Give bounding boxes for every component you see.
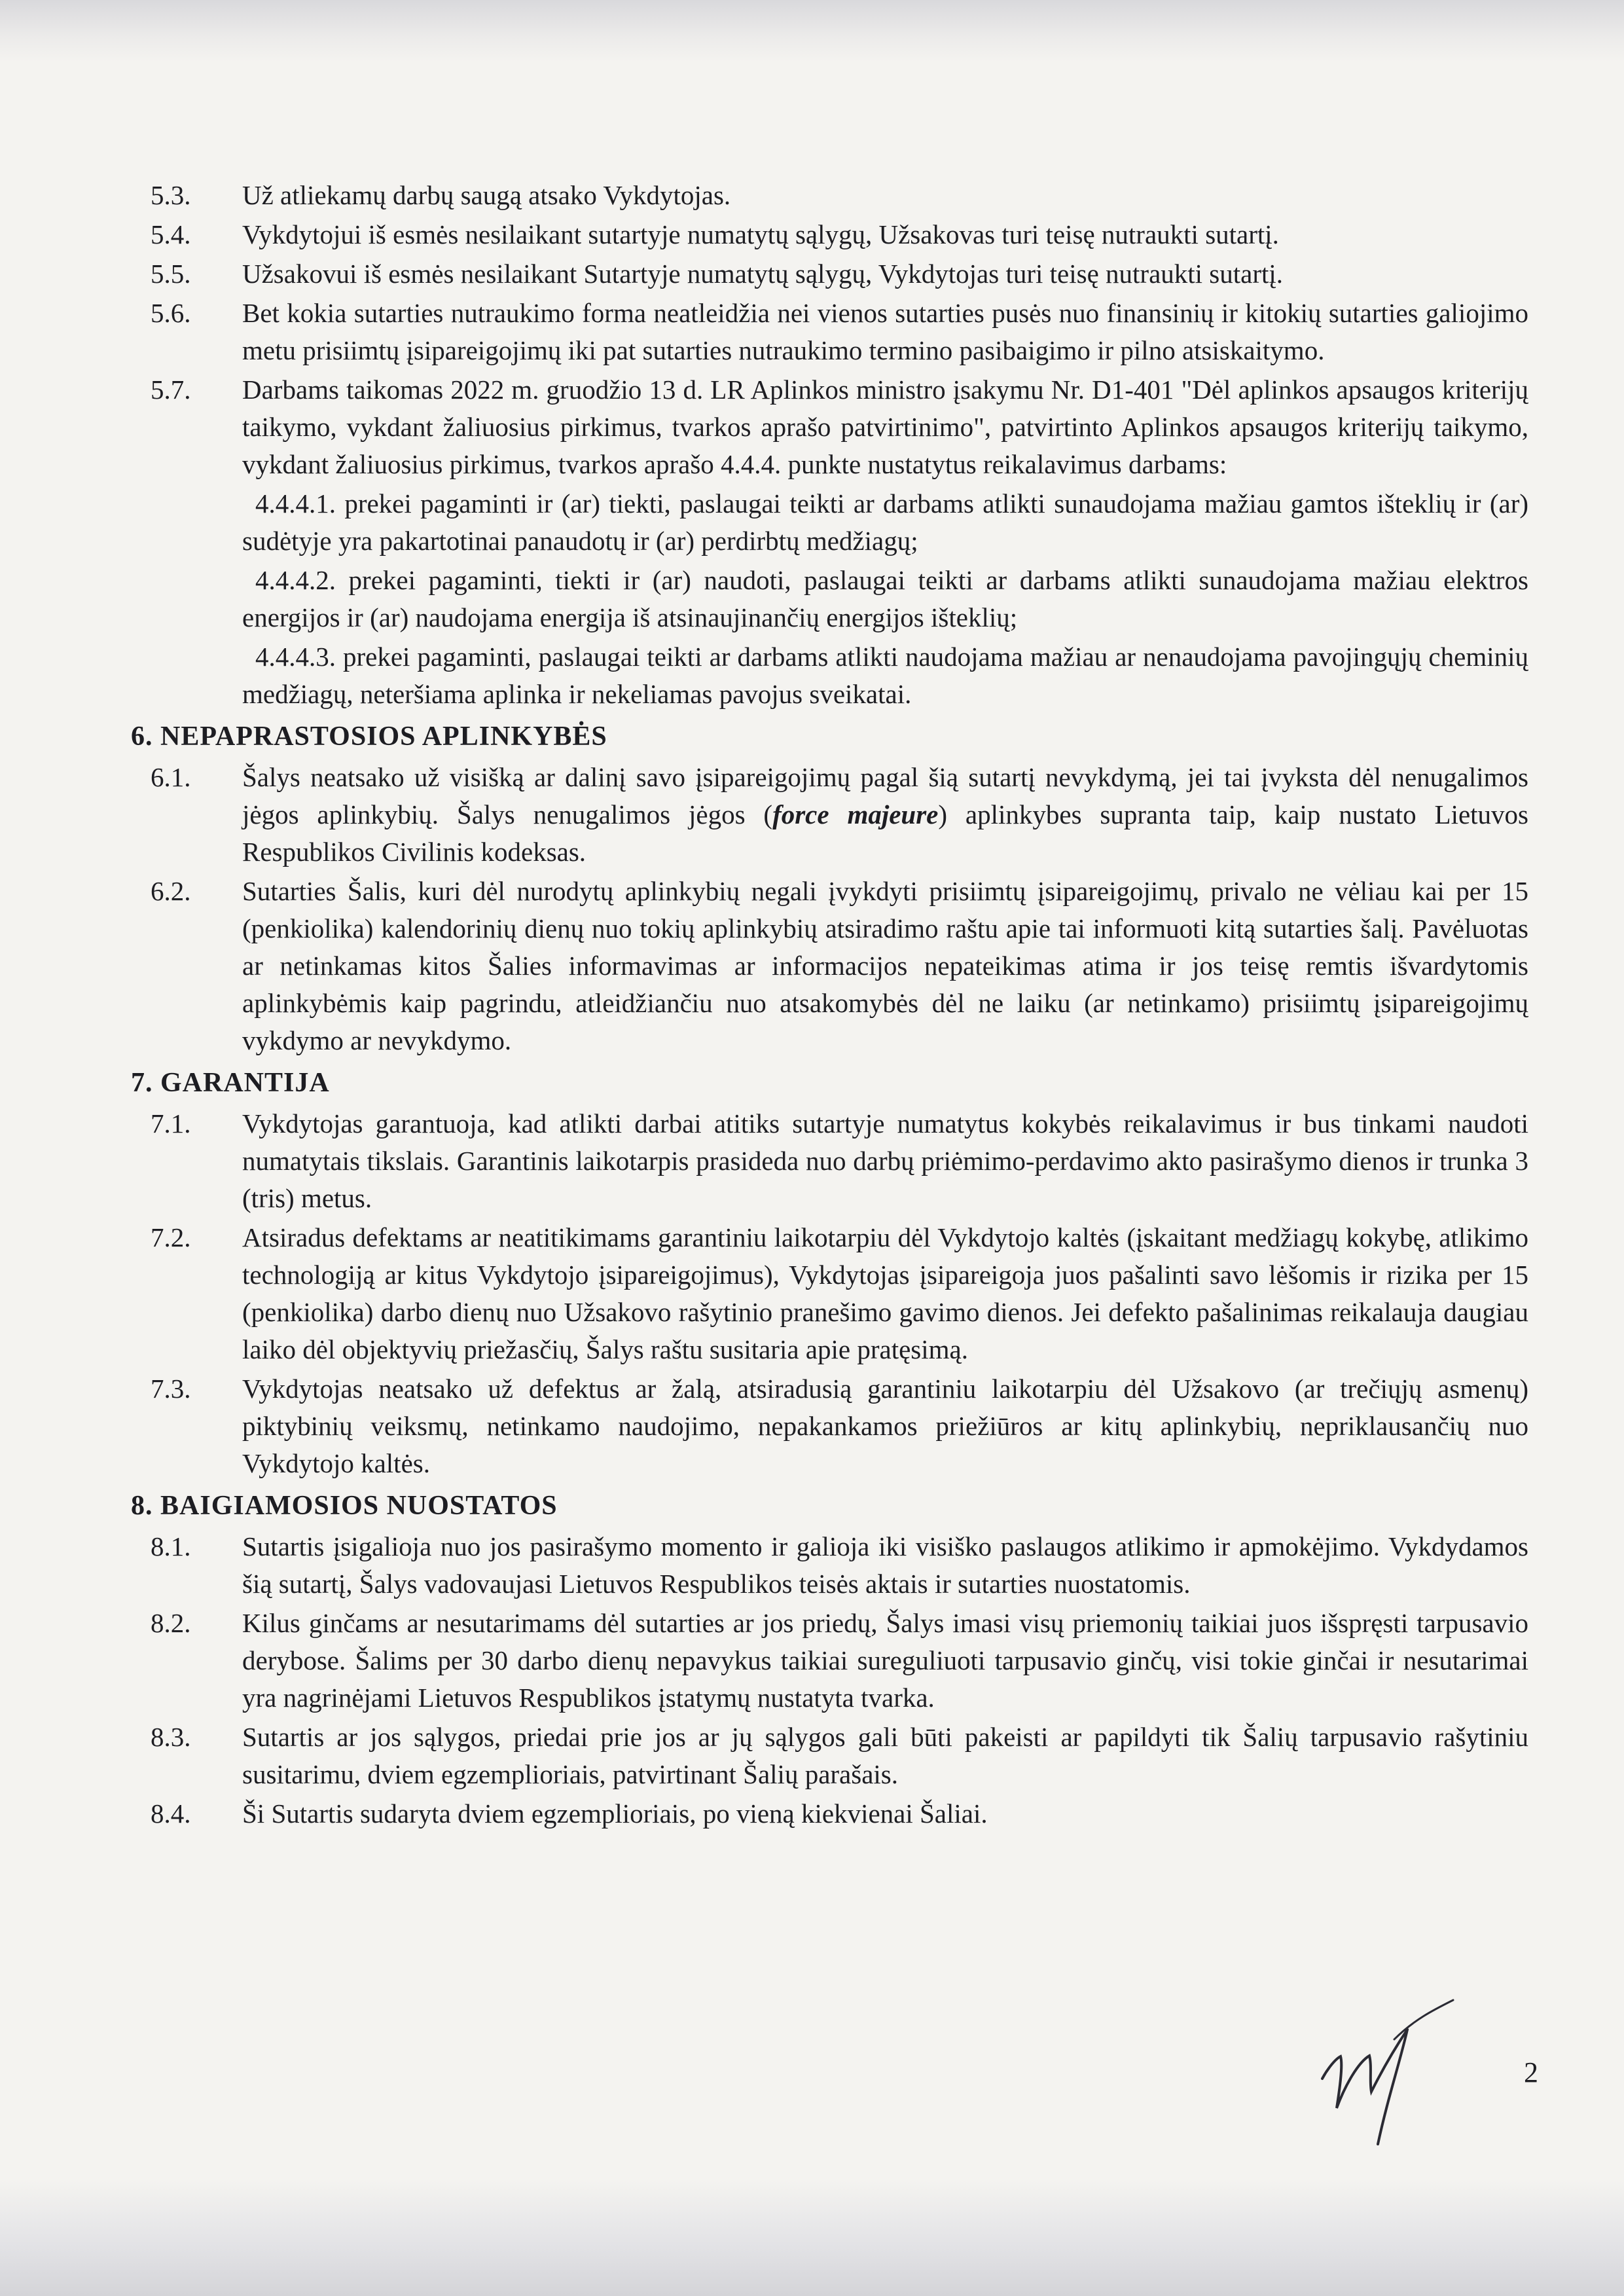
subclause-4-4-4-3 [111,638,1528,713]
clause-8-4 [111,1795,1528,1832]
clause-text: Ši Sutartis sudaryta dviem egzemplioriais, po vieną kiekvienai Šaliai. [242,1798,988,1829]
clause-6-2 [111,873,1528,1059]
clause-8-3 [111,1719,1528,1793]
clause-8-2 [111,1605,1528,1717]
clause-5-5 [111,255,1528,293]
clause-number: 6.2. [151,876,191,906]
contract-page [111,177,1528,1834]
page-number: 2 [1524,2056,1538,2088]
section-8-heading: 8. BAIGIAMOSIOS NUOSTATOS [131,1491,558,1521]
clause-number: 7.3. [151,1374,191,1404]
clause-text: Vykdytojas garantuoja, kad atlikti darbai atitiks sutartyje numatytus kokybės reikalavimus ir bus tinkami naudoti numatytais tikslais. Garantinis laikotarpis prasideda nuo darbų priėmimo-perdavimo akto pasirašymo dienos ir trunka 3 (tris) metus. [242,1108,1528,1213]
clause-text: Sutartis įsigalioja nuo jos pasirašymo momento ir galioja iki visiško paslaugos atlikimo ir apmokėjimo. Vykdydamos šią sutartį, Šalys vadovaujasi Lietuvos Respublikos teisės aktais ir sutarties nuostatomis. [242,1531,1528,1599]
force-majeure-term: force majeure [772,799,939,829]
clause-number: 5.7. [151,374,191,405]
subclause-text: 4.4.4.1. prekei pagaminti ir (ar) tiekti, paslaugai teikti ar darbams atlikti sunaudojama mažiau gamtos išteklių ir (ar) sudėtyje yra pakartotinai panaudotų ir (ar) perdirbtų medžiagų; [242,488,1528,556]
subclause-4-4-4-1 [111,485,1528,560]
clause-text: Kilus ginčams ar nesutarimams dėl sutarties ar jos priedų, Šalys imasi visų priemonių taikiai juos išspręsti tarpusavio derybose. Šalims per 30 darbo dienų nepavykus taikiai sureguliuoti tarpusavio ginčų, visi tokie ginčai ir nesutarimai yra nagrinėjami Lietuvos Respublikos įstatymų nustatyta tvarka. [242,1608,1528,1713]
clause-number: 8.3. [151,1722,191,1752]
subclause-text: 4.4.4.2. prekei pagaminti, tiekti ir (ar) naudoti, paslaugai teikti ar darbams atlikti sunaudojama mažiau elektros energijos ir (ar) naudojama energija iš atsinaujinančių energijos išteklių; [242,565,1528,632]
scan-edge-bottom [0,2180,1624,2296]
clause-number: 6.1. [151,762,191,792]
clause-5-3 [111,177,1528,214]
clause-6-1 [111,759,1528,871]
handwritten-signature [1309,1994,1460,2157]
clause-8-1 [111,1528,1528,1603]
clause-5-7 [111,371,1528,483]
section-6-heading: 6. NEPAPRASTOSIOS APLINKYBĖS [131,721,607,752]
scan-edge-top [0,0,1624,62]
clause-number: 5.6. [151,298,191,328]
clause-text: Vykdytojui iš esmės nesilaikant sutartyje numatytų sąlygų, Užsakovas turi teisę nutraukti sutartį. [242,219,1279,249]
clause-number: 5.5. [151,259,191,289]
clause-number: 7.1. [151,1108,191,1139]
clause-text: Bet kokia sutarties nutraukimo forma neatleidžia nei vienos sutarties pusės nuo finansinių ir kitokių sutarties galiojimo metu prisiimtų įsipareigojimų iki pat sutarties nutraukimo termino pasibaigimo ir pilno atsiskaitymo. [242,298,1528,365]
clause-7-3 [111,1370,1528,1482]
clause-number: 8.1. [151,1531,191,1561]
clause-5-6 [111,295,1528,369]
clause-7-2 [111,1219,1528,1368]
clause-5-4 [111,216,1528,253]
clause-number: 7.2. [151,1222,191,1252]
section-7-heading: 7. GARANTIJA [131,1068,330,1098]
clause-text: Darbams taikomas 2022 m. gruodžio 13 d. LR Aplinkos ministro įsakymu Nr. D1-401 "Dėl aplinkos apsaugos kriterijų taikymo, vykdant žaliuosius pirkimus, tvarkos aprašo patvirtinimo", patvirtinto Aplinkos apsaugos kriterijų taikymo, vykdant žaliuosius pirkimus, tvarkos aprašo 4.4.4. punkte nustatytus reikalavimus darbams: [242,374,1528,479]
clause-text: Sutartis ar jos sąlygos, priedai prie jos ar jų sąlygos gali būti pakeisti ar papildyti tik Šalių tarpusavio rašytiniu susitarimu, dviem egzemplioriais, patvirtinant Šalių parašais. [242,1722,1528,1789]
clause-number: 5.3. [151,180,191,210]
clause-text: Už atliekamų darbų saugą atsako Vykdytojas. [242,180,731,210]
subclause-text: 4.4.4.3. prekei pagaminti, paslaugai teikti ar darbams atlikti naudojama mažiau ar nenaudojama pavojingųjų cheminių medžiagų, neteršiama aplinka ir nekeliamas pavojus sveikatai. [242,642,1528,709]
clause-number: 8.4. [151,1798,191,1829]
clause-text: Užsakovui iš esmės nesilaikant Sutartyje numatytų sąlygų, Vykdytojas turi teisę nutraukti sutartį. [242,259,1284,289]
subclause-4-4-4-2 [111,562,1528,636]
clause-7-1 [111,1105,1528,1217]
clause-text: Atsiradus defektams ar neatitikimams garantiniu laikotarpiu dėl Vykdytojo kaltės (įskaitant medžiagų kokybę, atlikimo technologiją ar kitus Vykdytojo įsipareigojimus), Vykdytojas įsipareigoja juos pašalinti savo lėšomis ir rizika per 15 (penkiolika) darbo dienų nuo Užsakovo rašytinio pranešimo gavimo dienos. Jei defekto pašalinimas reikalauja daugiau laiko dėl objektyvių priežasčių, Šalys raštu susitaria apie pratęsimą. [242,1222,1528,1364]
clause-text-part: ) aplinkybes supranta taip, kaip nustato Lietuvos Respublikos Civilinis kodeksas. [242,799,1529,867]
clause-text: Vykdytojas neatsako už defektus ar žalą, atsiradusią garantiniu laikotarpiu dėl Užsakovo (ar trečiųjų asmenų) piktybinių veiksmų, netinkamo naudojimo, nepakankamos priežiūros ar kitų aplinkybių, nepriklausančių nuo Vykdytojo kaltės. [242,1374,1528,1478]
clause-text: Sutarties Šalis, kuri dėl nurodytų aplinkybių negali įvykdyti prisiimtų įsipareigojimų, privalo ne vėliau kai per 15 (penkiolika) kalendorinių dienų nuo tokių aplinkybių atsiradimo raštu apie tai informuoti kitą sutarties šalį. Pavėluotas ar netinkamas kitos Šalies informavimas ar informacijos nepateikimas atima ir jos teisę remtis išvardytomis aplinkybėmis kaip pagrindu, atleidžiančiu nuo atsakomybės dėl ne laiku (ar netinkamo) prisiimtų įsipareigojimų vykdymo ar nevykdymo. [242,876,1528,1055]
clause-number: 8.2. [151,1608,191,1638]
clause-number: 5.4. [151,219,191,249]
clause-text-part: Šalys neatsako už visišką ar dalinį savo įsipareigojimų pagal šią sutartį nevykdymą, jei tai įvyksta dėl nenugalimos jėgos aplinkybių. Šalys nenugalimos jėgos ( [242,762,1528,829]
